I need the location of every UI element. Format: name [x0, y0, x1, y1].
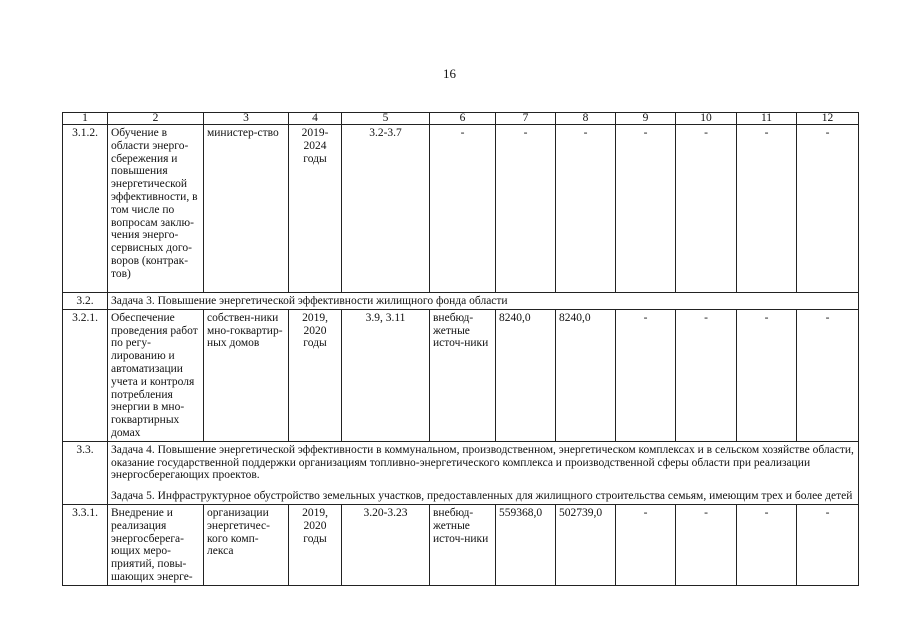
value-col-11: - [737, 504, 797, 585]
period: 2019-2024 годы [289, 125, 342, 293]
col-header: 12 [797, 113, 859, 125]
value-col-9: - [616, 504, 676, 585]
executor: организации энергетичес-кого комп-лекса [204, 504, 289, 585]
col-header: 10 [676, 113, 737, 125]
row-number: 3.2.1. [63, 309, 108, 441]
value-col-12: - [797, 504, 859, 585]
col-header: 7 [496, 113, 556, 125]
col-header: 9 [616, 113, 676, 125]
value-col-10: - [676, 504, 737, 585]
section-title: Задача 4. Повышение энергетической эффективности в коммунальном, производственном, энергетическом комплексах и в сельском хозяйстве области, оказание государственной поддержки организациям топливно-энергетического комплекса и производственной сферы области при реализации энергосберегающих проектов. [111, 443, 854, 482]
funding-source: - [430, 125, 496, 293]
col-header: 2 [108, 113, 204, 125]
value-col-7: - [496, 125, 556, 293]
value-col-10: - [676, 309, 737, 441]
section-subtitle: Задача 5. Инфраструктурное обустройство земельных участков, предоставленных для жилищного строительства семьям, имеющим трех и более детей [111, 490, 853, 503]
col-header: 6 [430, 113, 496, 125]
program-table [62, 112, 859, 586]
value-col-12: - [797, 309, 859, 441]
col-header: 1 [63, 113, 108, 125]
table-row [63, 309, 859, 441]
section-number: 3.2. [63, 293, 108, 310]
value-col-12: - [797, 125, 859, 293]
row-number: 3.1.2. [63, 125, 108, 293]
table-row [63, 125, 859, 293]
executor: собствен-ники мно-гоквартир-ных домов [204, 309, 289, 441]
indicators: 3.2-3.7 [342, 125, 430, 293]
activity-name: Обеспечение проведения работ по регу-лированию и автоматизации учета и контроля потребления энергии в мно-гоквартирных домах [108, 309, 204, 441]
row-number: 3.3.1. [63, 504, 108, 585]
value-col-8: 8240,0 [556, 309, 616, 441]
section-spacer [111, 482, 855, 490]
period: 2019, 2020 годы [289, 309, 342, 441]
table-row [63, 504, 859, 585]
value-col-10: - [676, 125, 737, 293]
section-body [108, 441, 859, 504]
value-col-9: - [616, 309, 676, 441]
section-title: Задача 3. Повышение энергетической эффективности жилищного фонда области [108, 293, 859, 310]
col-header: 11 [737, 113, 797, 125]
section-row [63, 293, 859, 310]
value-col-11: - [737, 125, 797, 293]
period: 2019, 2020 годы [289, 504, 342, 585]
indicators: 3.9, 3.11 [342, 309, 430, 441]
value-col-7: 559368,0 [496, 504, 556, 585]
column-number-row [63, 113, 859, 125]
col-header: 4 [289, 113, 342, 125]
value-col-9: - [616, 125, 676, 293]
section-number: 3.3. [63, 441, 108, 504]
page-number: 16 [443, 66, 456, 81]
activity-name: Внедрение и реализация энергосберега-ющих меро-приятий, повы-шающих энерге- [108, 504, 204, 585]
value-col-11: - [737, 309, 797, 441]
indicators: 3.20-3.23 [342, 504, 430, 585]
activity-name: Обучение в области энерго-сбережения и повышения энергетической эффективности, в том числе по вопросам заклю-чения энерго-сервисных дого-воров (контрак-тов) [108, 125, 204, 293]
col-header: 5 [342, 113, 430, 125]
value-col-7: 8240,0 [496, 309, 556, 441]
value-col-8: - [556, 125, 616, 293]
funding-source: внебюд-жетные источ-ники [430, 309, 496, 441]
col-header: 3 [204, 113, 289, 125]
funding-source: внебюд-жетные источ-ники [430, 504, 496, 585]
col-header: 8 [556, 113, 616, 125]
value-col-8: 502739,0 [556, 504, 616, 585]
executor: министер-ство [204, 125, 289, 293]
section-row [63, 441, 859, 504]
